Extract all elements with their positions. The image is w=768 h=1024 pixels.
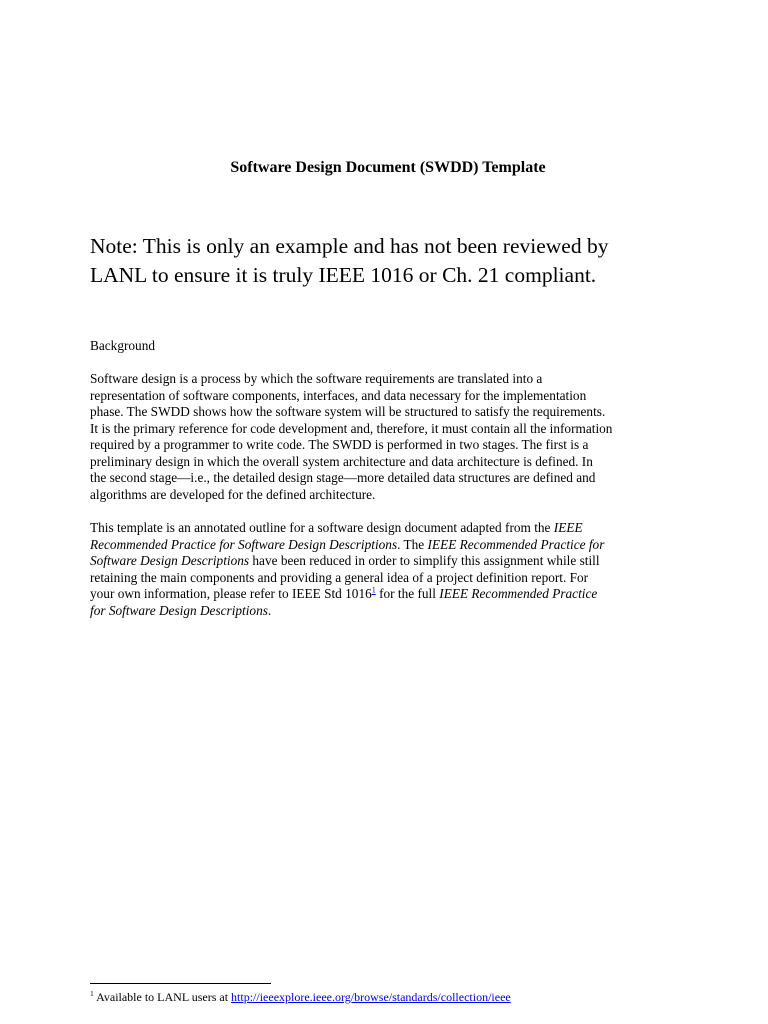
text-run: . <box>267 602 272 618</box>
paragraph-line <box>90 553 690 570</box>
ieee-title-ref: IEEE Recommended Practice <box>439 586 598 601</box>
paragraph-line: representation of software components, interfaces, and data necessary for the implementation <box>90 387 587 403</box>
paragraph-line: It is the primary reference for code development and, therefore, it must contain all the information <box>90 420 613 436</box>
paragraph-line: required by a programmer to write code. The SWDD is performed in two stages. The first is a <box>90 437 589 452</box>
note-line: LANL to ensure it is truly IEEE 1016 or Ch. 21 compliant. <box>90 263 597 287</box>
footnote-reference-link[interactable]: 1 <box>371 585 376 595</box>
note-line: Note: This is only an example and has not been reviewed by <box>90 234 609 258</box>
text-run: . The <box>397 536 428 552</box>
paragraph-line: algorithms are developed for the defined architecture. <box>90 486 376 502</box>
text-run: for the full <box>375 586 440 601</box>
ieee-explore-link[interactable]: http://ieeexplore.ieee.org/browse/standards/collection/ieee <box>231 990 511 1004</box>
paragraph-line <box>90 603 690 620</box>
paragraph-line: preliminary design in which the overall system architecture and data architecture is defined. In <box>90 453 593 469</box>
template-paragraph <box>90 520 690 619</box>
section-heading-background: Background <box>90 338 155 353</box>
ieee-title-ref: IEEE <box>553 520 583 535</box>
paragraph-line: phase. The SWDD shows how the software system will be structured to satisfy the requirements. <box>90 404 606 419</box>
paragraph-line: the second stage—i.e., the detailed design stage—more detailed data structures are defined and <box>90 470 596 485</box>
footnote-separator <box>90 983 271 984</box>
ieee-title-ref: IEEE Recommended Practice for <box>427 536 605 552</box>
ieee-title-ref: for Software Design Descriptions <box>90 602 268 618</box>
footnote-text: Available to LANL users at <box>93 990 232 1004</box>
paragraph-line <box>90 520 690 537</box>
text-run: have been reduced in order to simplify this assignment while still <box>249 553 600 568</box>
note-callout <box>90 232 690 290</box>
paragraph-line: retaining the main components and providing a general idea of a project definition report. For <box>90 569 589 585</box>
document-title: Software Design Document (SWDD) Template <box>230 159 546 176</box>
paragraph-line: Software design is a process by which the software requirements are translated into a <box>90 371 543 386</box>
footnote <box>90 990 511 1005</box>
ieee-title-ref: Software Design Descriptions <box>90 553 250 568</box>
ieee-title-ref: Recommended Practice for Software Design Descriptions <box>90 536 398 552</box>
background-paragraph <box>90 371 690 503</box>
text-run: This template is an annotated outline for a software design document adapted from the <box>90 520 554 535</box>
text-run: your own information, please refer to IEEE Std 1016 <box>90 586 372 601</box>
paragraph-line <box>90 537 690 554</box>
footnote-marker: 1 <box>90 989 94 998</box>
paragraph-line <box>90 586 690 603</box>
